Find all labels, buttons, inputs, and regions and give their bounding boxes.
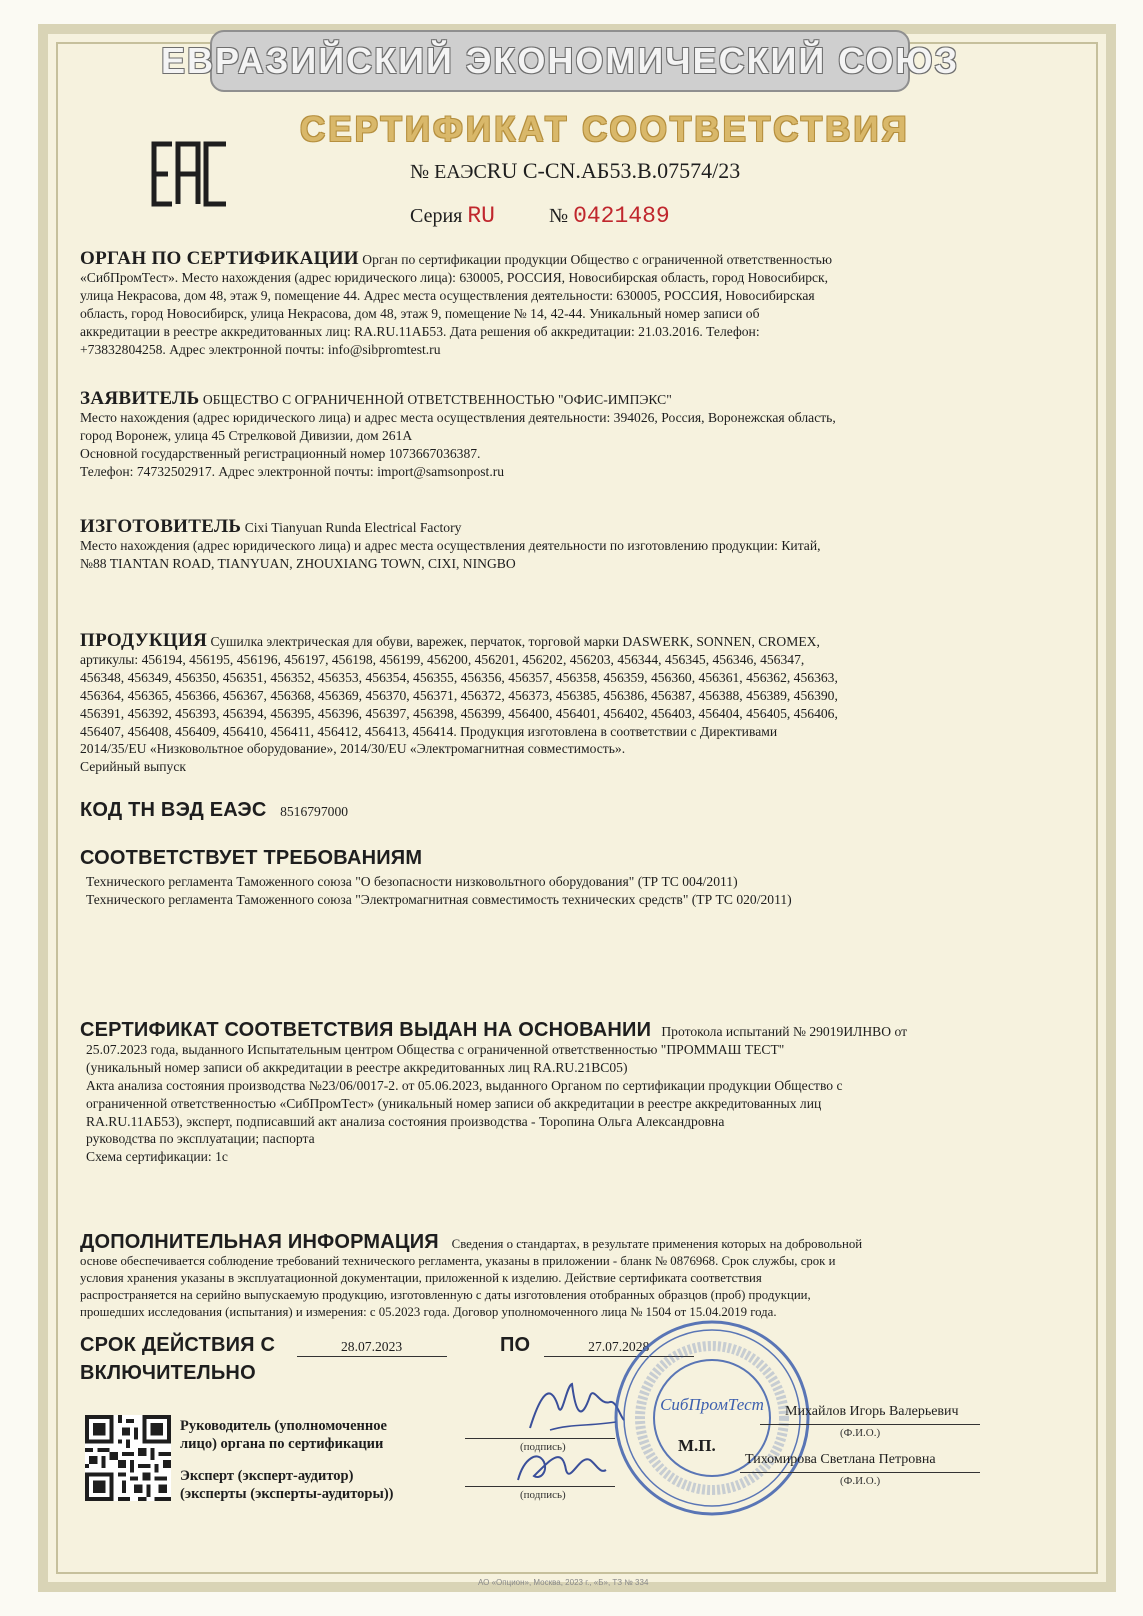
blank-number: 0421489 (573, 203, 670, 229)
expert-label-line: Эксперт (эксперт-аудитор) (180, 1468, 354, 1484)
basis-line: 25.07.2023 года, выданного Испытательным центром Общества с ограниченной ответственностью "ПРОММАШ ТЕСТ" (86, 1041, 785, 1057)
conforms-line: Технического регламента Таможенного союза "О безопасности низковольтного оборудования" (ТР ТС 004/2011) (86, 873, 738, 889)
organ-line: область, город Новосибирск, улица Некрасова, дом 48, этаж 9, помещение № 14, 42-44. Уникальный номер записи об (80, 305, 760, 321)
tnved-code: 8516797000 (280, 804, 349, 819)
head-label-line: лицо) органа по сертификации (180, 1435, 384, 1452)
basis-heading: СЕРТИФИКАТ СООТВЕТСТВИЯ ВЫДАН НА ОСНОВАНИИ (80, 1019, 652, 1041)
manufacturer-section (80, 518, 1040, 573)
expert-name: Тихомирова Светлана Петровна (745, 1452, 936, 1467)
organ-line: улица Некрасова, дом 48, этаж 9, помещение 44. Адрес места осуществления деятельности: 630005, РОССИЯ, Новосибирская (80, 287, 815, 303)
product-line: 456348, 456349, 456350, 456351, 456352, 456353, 456354, 456355, 456356, 456357, 456358, 456359, 456360, 456361, 456362, 456363, (80, 669, 838, 685)
basis-line: RA.RU.11АБ53), эксперт, подписавший акт анализа состояния производства - Торопина Ольга Александровна (86, 1113, 725, 1129)
product-line: 456407, 456408, 456409, 456410, 456411, 456412, 456413, 456414. Продукция изготовлена в соответствии с Директивами (80, 723, 778, 739)
certificate-title: СЕРТИФИКАТ СООТВЕТСТВИЯ (300, 110, 910, 149)
conforms-line: Технического регламента Таможенного союза "Электромагнитная совместимость технических средств" (ТР ТС 020/2011) (86, 891, 792, 907)
expert-name-line (740, 1472, 980, 1473)
applicant-line: город Воронеж, улица 45 Стрелковой Дивизии, дом 261А (80, 427, 413, 443)
manufacturer-name: Cixi Tianyuan Runda Electrical Factory (244, 520, 462, 535)
basis-line: руководства по эксплуатации; паспорта (86, 1131, 315, 1147)
organ-line: Орган по сертификации продукции Общество с ограниченной ответственностью (362, 252, 833, 267)
qr-code-icon (85, 1415, 171, 1501)
validity-from-label: СРОК ДЕЙСТВИЯ С (80, 1334, 276, 1356)
additional-section (80, 1231, 1040, 1321)
manufacturer-line: Место нахождения (адрес юридического лица) и адрес места осуществления деятельности по изготовлению продукции: Китай, (80, 537, 821, 553)
applicant-section (80, 390, 1040, 481)
organ-line: «СибПромТест». Место нахождения (адрес юридического лица): 630005, РОССИЯ, Новосибирская область, город Новосибирск, (80, 269, 829, 285)
print-tag: АО «Опцион», Москва, 2023 г., «Б», ТЗ № 334 (478, 1578, 649, 1587)
head-name: Михайлов Игорь Валерьевич (785, 1404, 959, 1419)
product-heading: ПРОДУКЦИЯ (80, 630, 208, 651)
organ-line: +73832804258. Адрес электронной почты: info@sibpromtest.ru (80, 341, 441, 357)
head-name-line (760, 1424, 980, 1425)
tnved-heading: КОД ТН ВЭД ЕАЭС (80, 799, 267, 821)
eac-logo-icon (150, 138, 232, 210)
series-value: RU (467, 203, 495, 229)
union-banner (160, 30, 960, 92)
certificate-number-line (410, 158, 740, 184)
validity-date-from: 28.07.2023 (297, 1338, 447, 1357)
product-line: 2014/35/EU «Низковольтное оборудование», 2014/30/EU «Электромагнитная совместимость». (80, 741, 626, 757)
applicant-line: Телефон: 74732502917. Адрес электронной почты: import@samsonpost.ru (80, 463, 505, 479)
tnved-section (80, 799, 1040, 821)
organ-stamp (612, 1318, 812, 1518)
stamp-name: СибПромТест (660, 1395, 764, 1414)
head-sign-caption: (подпись) (520, 1441, 566, 1453)
organ-heading: ОРГАН ПО СЕРТИФИКАЦИИ (80, 248, 359, 269)
additional-line: Сведения о стандартах, в результате применения которых на добровольной (451, 1237, 863, 1251)
conforms-section (80, 847, 1040, 909)
basis-line: Протокола испытаний № 29019ИЛНВО от (661, 1024, 908, 1039)
expert-label-line: (эксперты (эксперты-аудиторы)) (180, 1485, 394, 1502)
organ-line: аккредитации в реестре аккредитованных лиц: RA.RU.11АБ53. Дата решения об аккредитации: 21.03.2016. Телефон: (80, 323, 760, 339)
additional-line: основе обеспечивается соблюдение требований технического регламента, указаны в приложении - бланк № 0876968. Срок службы, срок и (80, 1254, 836, 1268)
head-fio-caption: (Ф.И.О.) (840, 1427, 881, 1439)
basis-line: ограниченной ответственностью «СибПромТест» (уникальный номер записи об аккредитации в реестре аккредитованных лиц (86, 1095, 822, 1111)
blank-number-label: № (548, 205, 569, 227)
manufacturer-line: №88 TIANTAN ROAD, TIANYUAN, ZHOUXIANG TOWN, CIXI, NINGBO (80, 555, 516, 571)
conforms-heading: СООТВЕТСТВУЕТ ТРЕБОВАНИЯМ (80, 847, 423, 869)
series-label: Серия (410, 205, 463, 227)
additional-line: прошедших исследования (испытания) и измерения: с 05.2023 года. Договор уполномоченного лица № 1504 от 15.04.2019 года. (80, 1305, 777, 1319)
additional-line: распространяется на серийно выпускаемую продукцию, изготовленную с даты изготовления отобранных образцов (проб) продукции, (80, 1288, 811, 1302)
product-line: 456364, 456365, 456366, 456367, 456368, 456369, 456370, 456371, 456372, 456373, 456385, 456386, 456387, 456388, 456389, 456390, (80, 687, 838, 703)
validity-date-to: 27.07.2028 (544, 1338, 694, 1357)
additional-heading: ДОПОЛНИТЕЛЬНАЯ ИНФОРМАЦИЯ (80, 1231, 439, 1253)
product-section (80, 632, 1040, 776)
expert-handwritten-signature (510, 1440, 610, 1490)
product-line: Сушилка электрическая для обуви, варежек, перчаток, торговой марки DASWERK, SONNEN, CROMEX, (210, 634, 820, 649)
additional-line: условия хранения указаны в эксплуатационной документации, приложенной к изделию. Действие сертификата соответствия (80, 1271, 762, 1285)
validity-to-label: ПО (499, 1334, 531, 1356)
expert-sign-caption: (подпись) (520, 1489, 566, 1501)
basis-section (80, 1019, 1040, 1166)
basis-line: (уникальный номер записи об аккредитации в реестре аккредитованных лиц RA.RU.21ВС05) (86, 1059, 628, 1075)
head-label-line: Руководитель (уполномоченное (180, 1418, 387, 1434)
organ-section (80, 250, 1040, 358)
applicant-line: Место нахождения (адрес юридического лица) и адрес места осуществления деятельности: 394026, Россия, Воронежская область, (80, 409, 836, 425)
number-prefix: № ЕАЭС (410, 161, 487, 183)
product-line: Серийный выпуск (80, 759, 186, 775)
basis-line: Акта анализа состояния производства №23/06/0017-2. от 05.06.2023, выданного Органом по сертификации продукции Общество с (86, 1077, 843, 1093)
basis-line: Схема сертификации: 1с (86, 1149, 228, 1165)
product-line: артикулы: 456194, 456195, 456196, 456197, 456198, 456199, 456200, 456201, 456202, 456203, 456344, 456345, 456346, 456347, (80, 651, 805, 667)
certificate-number: RU C-CN.АБ53.В.07574/23 (486, 158, 741, 183)
applicant-line: Основной государственный регистрационный номер 1073667036387. (80, 445, 481, 461)
applicant-name: ОБЩЕСТВО С ОГРАНИЧЕННОЙ ОТВЕТСТВЕННОСТЬЮ "ОФИС-ИМПЭКС" (202, 392, 672, 407)
expert-signature-label (180, 1468, 480, 1504)
expert-fio-caption: (Ф.И.О.) (840, 1475, 881, 1487)
stamp-place-mark: М.П. (678, 1436, 716, 1455)
head-signature-label (180, 1418, 480, 1454)
union-name: ЕВРАЗИЙСКИЙ ЭКОНОМИЧЕСКИЙ СОЮЗ (160, 40, 960, 81)
product-line: 456391, 456392, 456393, 456394, 456395, 456396, 456397, 456398, 456399, 456400, 456401, 456402, 456403, 456404, 456405, 456406, (80, 705, 838, 721)
head-signature-line (465, 1438, 615, 1439)
validity-suffix: ВКЛЮЧИТЕЛЬНО (80, 1361, 256, 1384)
applicant-heading: ЗАЯВИТЕЛЬ (80, 388, 200, 409)
manufacturer-heading: ИЗГОТОВИТЕЛЬ (80, 516, 242, 537)
series-line (410, 203, 670, 229)
